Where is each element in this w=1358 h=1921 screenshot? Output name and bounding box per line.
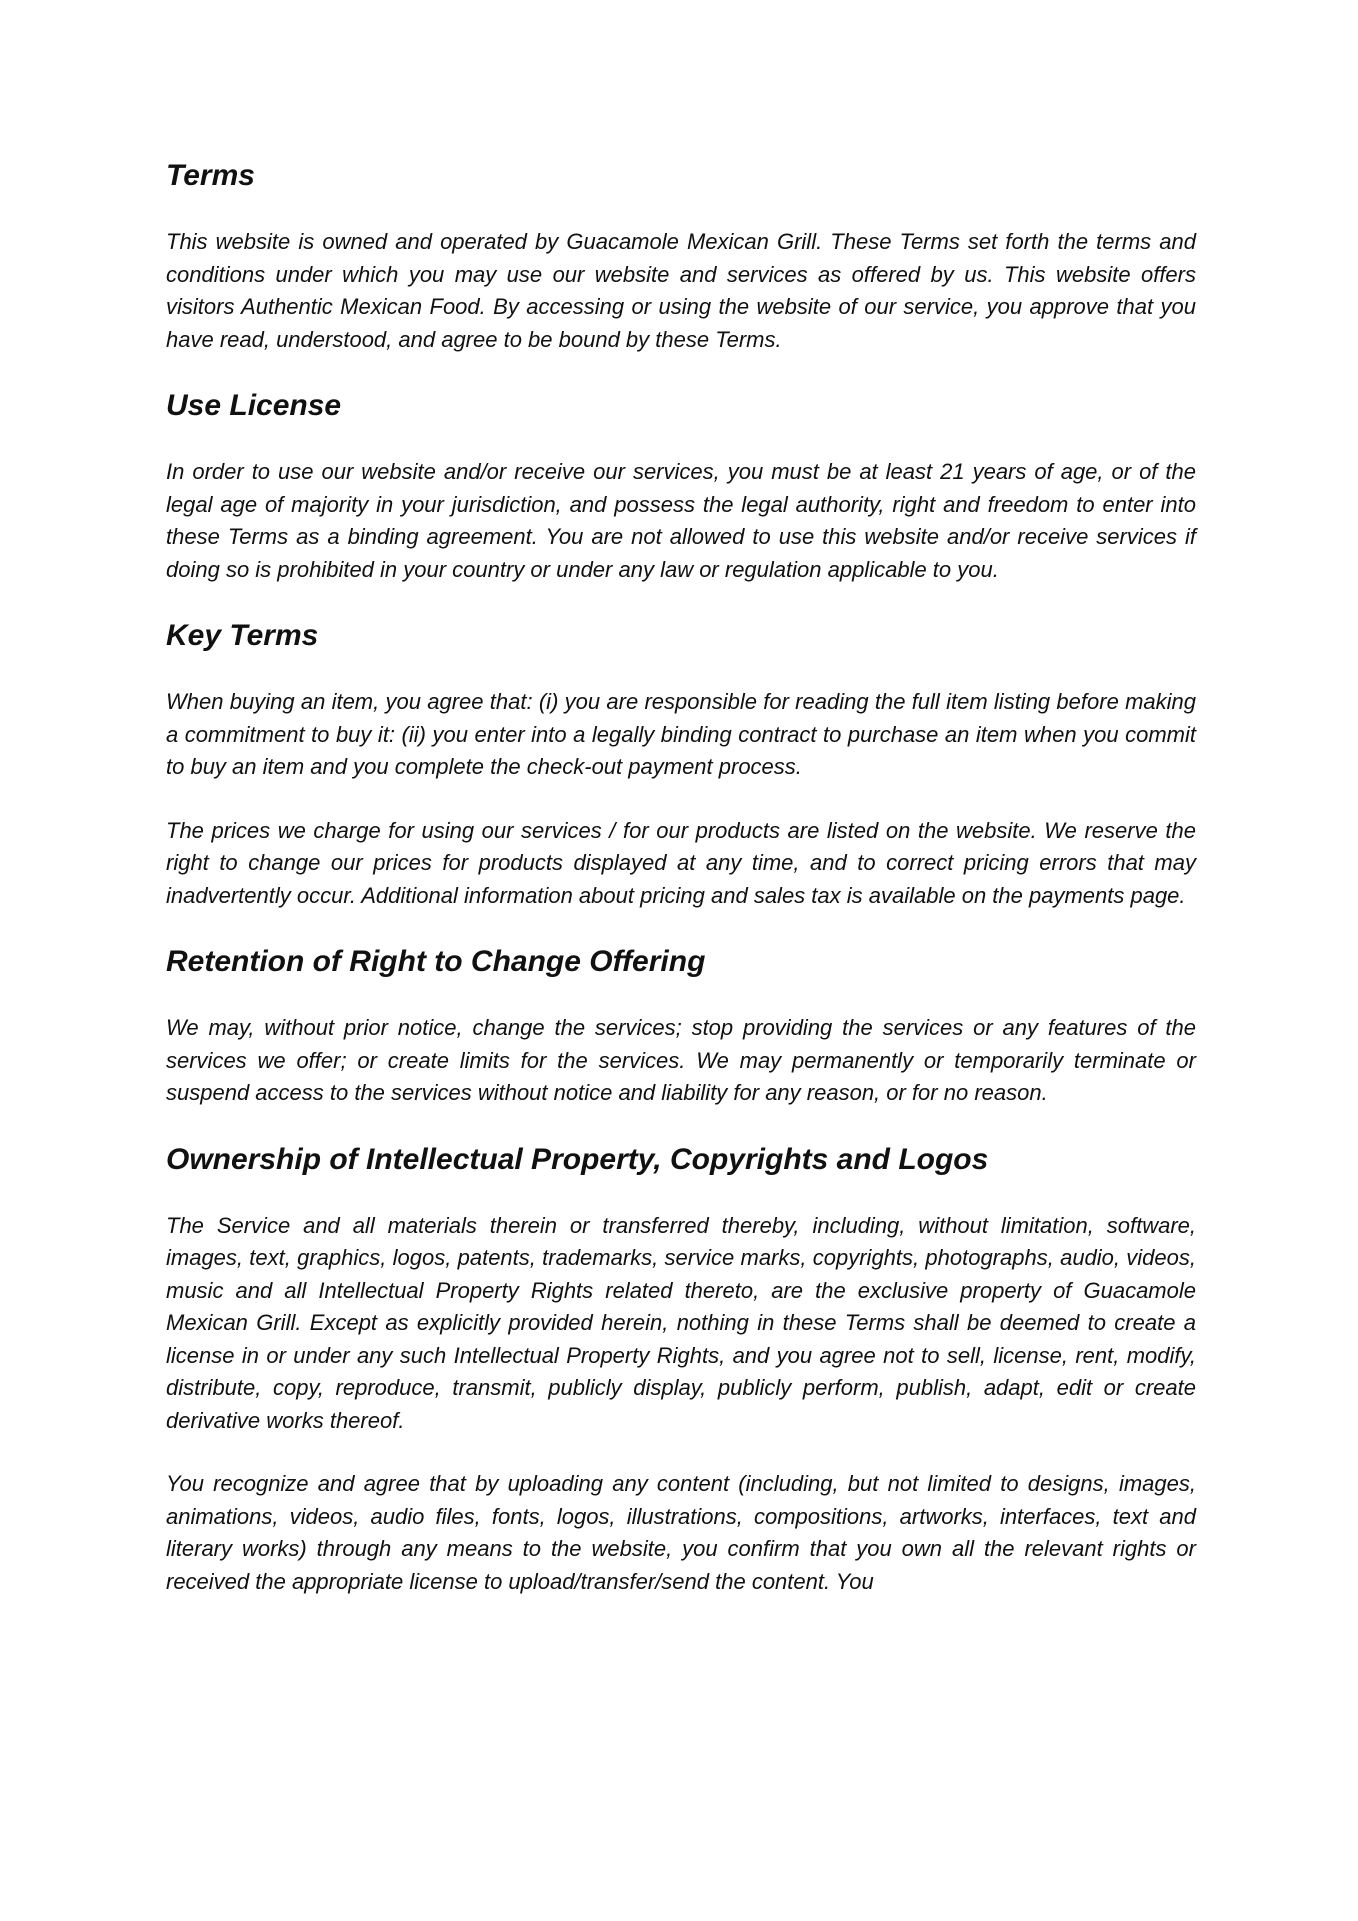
document-page: [166, 156, 1196, 1598]
section-title-ownership: Ownership of Intellectual Property, Copyrights and Logos: [166, 1142, 989, 1176]
paragraph-key-terms-1: When buying an item, you agree that: (i) you are responsible for reading the full item listing before making a commitment to buy it: (ii) you enter into a legally binding contract to purchase an item when you commit to buy an item and you complete the check-out payment process.: [166, 689, 1196, 779]
section-title-terms: Terms: [166, 159, 255, 192]
section-title-retention: Retention of Right to Change Offering: [166, 945, 706, 978]
paragraph-key-terms-2: The prices we charge for using our services / for our products are listed on the website. We reserve the right to change our prices for products displayed at any time, and to correct pricing errors that may inadvertently occur. Additional information about pricing and sales tax is available on the payments page.: [166, 817, 1196, 908]
paragraph-terms: This website is owned and operated by Guacamole Mexican Grill. These Terms set forth the terms and conditions under which you may use our website and services as offered by us. This website offers visitors Authentic Mexican Food. By accessing or using the website of our service, you approve that you have read, understood, and agree to be bound by these Terms.: [166, 229, 1196, 352]
section-title-use-license: Use License: [166, 389, 342, 422]
paragraph-use-license: In order to use our website and/or receive our services, you must be at least 21 years of age, or of the legal age of majority in your jurisdiction, and possess the legal authority, right and freedom to enter into these Terms as a binding agreement. You are not allowed to use this website and/or receive services if doing so is prohibited in your country or under any law or regulation applicable to you.: [166, 459, 1196, 582]
paragraph-retention: We may, without prior notice, change the services; stop providing the services or any features of the services we offer; or create limits for the services. We may permanently or temporarily terminate or suspend access to the services without notice and liability for any reason, or for no reason.: [166, 1015, 1196, 1105]
paragraph-ownership-1: The Service and all materials therein or transferred thereby, including, without limitation, software, images, text, graphics, logos, patents, trademarks, service marks, copyrights, photographs, audio, videos, music and all Intellectual Property Rights related thereto, are the exclusive property of Guacamole Mexican Grill. Except as explicitly provided herein, nothing in these Terms shall be deemed to create a license in or under any such Intellectual Property Rights, and you agree not to sell, license, rent, modify, distribute, copy, reproduce, transmit, publicly display, publicly perform, publish, adapt, edit or create derivative works thereof.: [166, 1212, 1196, 1433]
section-title-key-terms: Key Terms: [166, 619, 319, 652]
paragraph-ownership-2: You recognize and agree that by uploading any content (including, but not limited to designs, images, animations, videos, audio files, fonts, logos, illustrations, compositions, artworks, interfaces, text and literary works) through any means to the website, you confirm that you own all the relevant rights or received the appropriate license to upload/transfer/send the content. You: [166, 1471, 1196, 1594]
